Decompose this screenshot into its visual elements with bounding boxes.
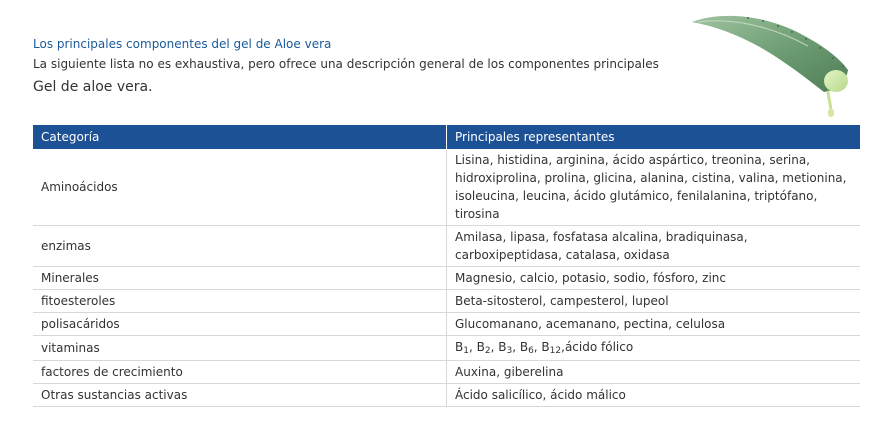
- table-row: [33, 226, 860, 267]
- representatives-cell: Ácido salicílico, ácido málico: [447, 384, 861, 407]
- table-row: [33, 384, 860, 407]
- table-row: [33, 290, 860, 313]
- representatives-cell: Auxina, giberelina: [447, 361, 861, 384]
- category-cell: Minerales: [33, 267, 447, 290]
- header: [33, 36, 673, 96]
- category-cell: enzimas: [33, 226, 447, 267]
- category-cell: polisacáridos: [33, 313, 447, 336]
- aloe-vera-leaf-icon: [688, 8, 856, 120]
- column-header-representatives: Principales representantes: [447, 125, 861, 149]
- representatives-cell: Amilasa, lipasa, fosfatasa alcalina, bradiquinasa, carboxipeptidasa, catalasa, oxidasa: [447, 226, 861, 267]
- table-header-row: [33, 125, 860, 149]
- components-table: [33, 125, 860, 407]
- page-caption: Gel de aloe vera.: [33, 79, 153, 95]
- page-subtitle: La siguiente lista no es exhaustiva, pero ofrece una descripción general de los componentes principales: [33, 57, 659, 71]
- category-cell: vitaminas: [33, 336, 447, 361]
- table-row: [33, 313, 860, 336]
- representatives-cell: Magnesio, calcio, potasio, sodio, fósforo, zinc: [447, 267, 861, 290]
- category-cell: Otras sustancias activas: [33, 384, 447, 407]
- representatives-cell: Lisina, histidina, arginina, ácido aspártico, treonina, serina, hidroxiprolina, prolina, glicina, alanina, cistina, valina, metionina, isoleucina, leucina, ácido glutámico, fenilalanina, triptófano, tirosina: [447, 149, 861, 226]
- table-row: [33, 267, 860, 290]
- category-cell: fitoesteroles: [33, 290, 447, 313]
- table-row: [33, 336, 860, 361]
- table-row: [33, 361, 860, 384]
- category-cell: Aminoácidos: [33, 149, 447, 226]
- column-header-category: Categoría: [33, 125, 447, 149]
- representatives-cell: Beta-sitosterol, campesterol, lupeol: [447, 290, 861, 313]
- table-row: [33, 149, 860, 226]
- category-cell: factores de crecimiento: [33, 361, 447, 384]
- page-title: Los principales componentes del gel de Aloe vera: [33, 37, 332, 51]
- representatives-cell: $B_1$, $B_2$, $B_3$, $B_6$, $B_{12},ácido$ fólico: [447, 336, 861, 361]
- representatives-cell: Glucomanano, acemanano, pectina, celulosa: [447, 313, 861, 336]
